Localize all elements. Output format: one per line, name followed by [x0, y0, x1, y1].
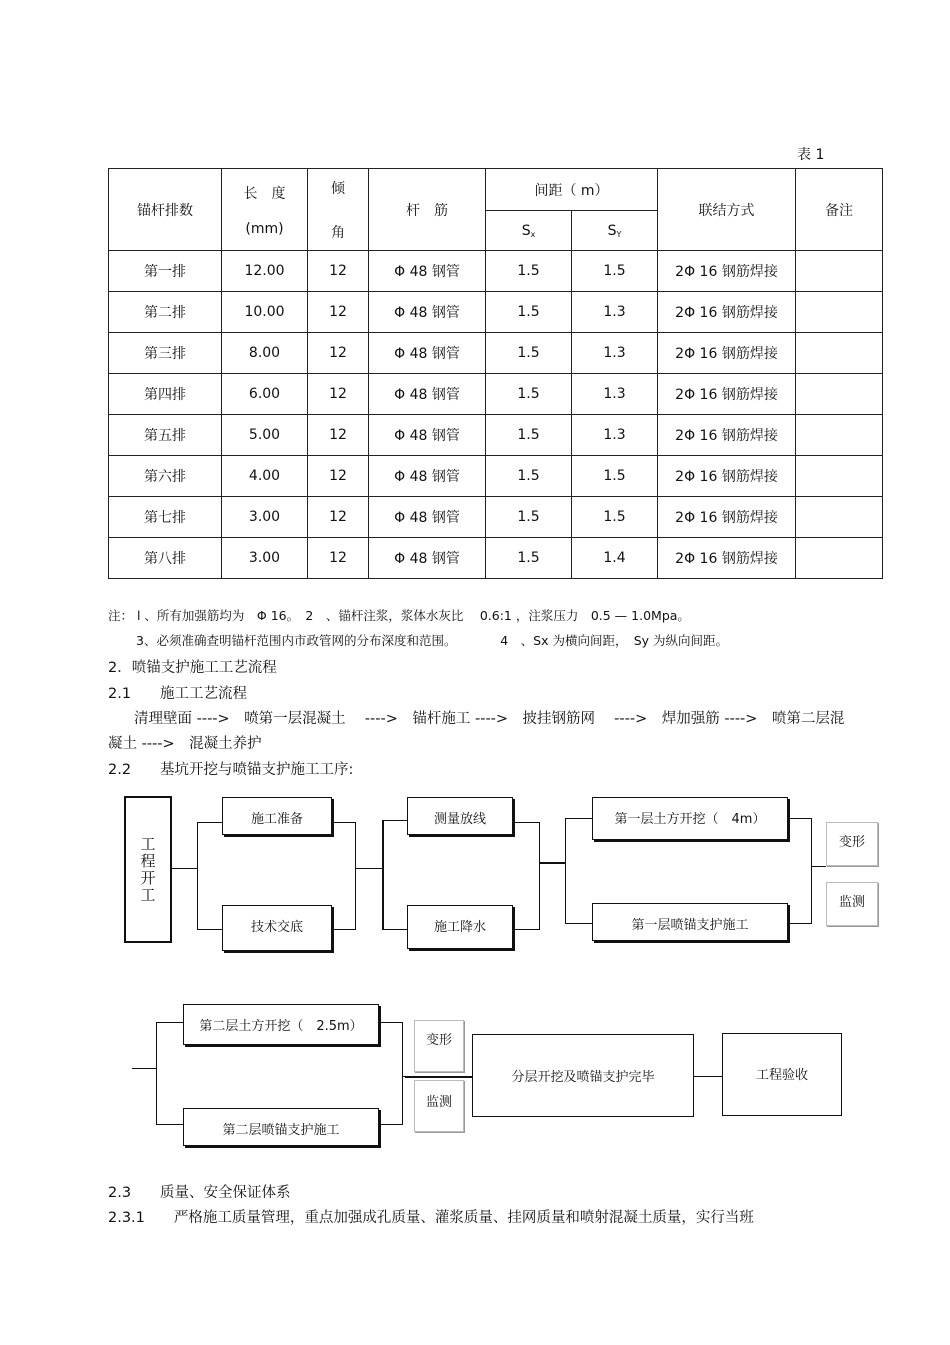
survey-label: 测量放线 — [433, 812, 486, 827]
row-connection: 2Φ 16 钢筋焊接 — [658, 497, 796, 538]
spray2-label: 第二层喷锚支护施工 — [222, 1123, 340, 1138]
row-remark — [796, 497, 883, 538]
start-char-1: 工 — [140, 835, 156, 853]
row-sy: 1.4 — [572, 538, 658, 579]
start-char-4: 工 — [140, 886, 156, 904]
deform1-label: 变形 — [838, 835, 865, 850]
connector — [172, 868, 198, 869]
note-line-2: 3、必须准确查明锚杆范围内市政管网的分布深度和范围。 4 、Sx 为横向间距， Sy 为纵向间距。 — [136, 633, 729, 648]
complete-box — [472, 1034, 694, 1117]
row-rod: Φ 48 钢管 — [369, 415, 486, 456]
row-connection: 2Φ 16 钢筋焊接 — [658, 333, 796, 374]
connector — [790, 923, 812, 924]
start-char-2: 程 — [140, 852, 156, 870]
prep-box — [222, 797, 332, 835]
spray2-box — [183, 1108, 379, 1146]
row-sy: 1.3 — [572, 333, 658, 374]
row-name: 第三排 — [109, 333, 222, 374]
header-sx — [486, 211, 572, 251]
row-connection: 2Φ 16 钢筋焊接 — [658, 292, 796, 333]
row-sy: 1.3 — [572, 374, 658, 415]
table-row — [109, 538, 883, 579]
row-sx: 1.5 — [486, 456, 572, 497]
row-remark — [796, 538, 883, 579]
table-row — [109, 333, 883, 374]
connector — [565, 818, 566, 924]
header-sy-label: S — [607, 222, 617, 239]
connector — [539, 822, 540, 929]
row-angle: 12 — [308, 497, 369, 538]
dewater-label: 施工降水 — [433, 920, 486, 935]
spray1-label: 第一层喷锚支护施工 — [631, 918, 749, 933]
header-remark: 备注 — [796, 169, 883, 251]
excav1-box — [592, 797, 788, 840]
row-connection: 2Φ 16 钢筋焊接 — [658, 415, 796, 456]
header-sy-sub: Y — [616, 229, 622, 239]
row-sx: 1.5 — [486, 415, 572, 456]
connector — [197, 822, 223, 823]
row-length: 10.00 — [222, 292, 308, 333]
row-sx: 1.5 — [486, 374, 572, 415]
connector — [156, 1022, 184, 1023]
row-remark — [796, 292, 883, 333]
connector — [197, 929, 223, 930]
table-caption: 表 1 — [797, 147, 825, 163]
connector — [515, 929, 540, 930]
row-angle: 12 — [308, 374, 369, 415]
header-sx-label: S — [521, 222, 531, 239]
section-2-3-1-text: 2.3.1 严格施工质量管理，重点加强成孔质量、灌浆质量、挂网质量和喷射混凝土质量，实行当班 — [108, 1210, 754, 1226]
connector — [197, 822, 198, 929]
section-2-2-heading: 2.2 基坑开挖与喷锚支护施工工序: — [108, 762, 354, 778]
row-connection: 2Φ 16 钢筋焊接 — [658, 538, 796, 579]
row-name: 第五排 — [109, 415, 222, 456]
connector — [381, 1022, 403, 1023]
connector — [539, 862, 566, 864]
section-2-3-heading: 2.3 质量、安全保证体系 — [108, 1185, 291, 1201]
row-remark — [796, 415, 883, 456]
monitor1-label: 监测 — [838, 895, 865, 910]
deform2-label: 变形 — [425, 1033, 452, 1048]
connector — [565, 818, 593, 819]
excav2-label: 第二层土方开挖（ 2.5m） — [199, 1019, 363, 1034]
connector — [156, 1022, 157, 1125]
excav2-box — [183, 1004, 379, 1045]
header-spacing: 间距（ m） — [486, 169, 658, 211]
row-remark — [796, 251, 883, 292]
row-angle: 12 — [308, 251, 369, 292]
row-sy: 1.3 — [572, 415, 658, 456]
row-remark — [796, 333, 883, 374]
survey-box — [407, 797, 513, 835]
start-char-3: 开 — [140, 869, 156, 887]
row-length: 8.00 — [222, 333, 308, 374]
row-angle: 12 — [308, 538, 369, 579]
connector — [334, 822, 356, 823]
deform2-box — [414, 1020, 464, 1072]
header-sy — [572, 211, 658, 251]
header-sx-sub: x — [530, 229, 536, 239]
section-2-1-heading: 2.1 施工工艺流程 — [108, 686, 248, 702]
connector — [694, 1076, 723, 1077]
connector — [156, 1124, 184, 1125]
monitor2-box — [414, 1080, 464, 1132]
table-row — [109, 374, 883, 415]
connector — [515, 822, 540, 823]
connector — [811, 818, 812, 924]
connector — [382, 820, 408, 821]
tech-label: 技术交底 — [250, 920, 303, 935]
row-length: 4.00 — [222, 456, 308, 497]
row-rod: Φ 48 钢管 — [369, 292, 486, 333]
row-rod: Φ 48 钢管 — [369, 251, 486, 292]
prep-label: 施工准备 — [250, 812, 303, 827]
deform1-box — [826, 822, 878, 866]
row-name: 第四排 — [109, 374, 222, 415]
header-angle-bottom: 角 — [331, 224, 345, 241]
accept-box — [722, 1033, 842, 1116]
connector — [355, 822, 356, 929]
monitor2-label: 监测 — [425, 1095, 452, 1110]
row-rod: Φ 48 钢管 — [369, 374, 486, 415]
row-rod: Φ 48 钢管 — [369, 456, 486, 497]
header-angle-top: 倾 — [331, 180, 345, 197]
connector — [812, 866, 826, 867]
connector — [381, 1124, 403, 1125]
anchor-rod-table — [108, 168, 883, 579]
connector — [402, 1022, 403, 1125]
note-line-1: 注： l 、所有加强筋均为 Φ 16。 2 、锚杆注浆，浆体水灰比 0.6:1 ，注浆压力 0.5 — 1.0Mpa。 — [108, 608, 690, 623]
row-connection: 2Φ 16 钢筋焊接 — [658, 456, 796, 497]
row-sx: 1.5 — [486, 251, 572, 292]
spray1-box — [592, 903, 788, 941]
row-rod: Φ 48 钢管 — [369, 333, 486, 374]
row-name: 第六排 — [109, 456, 222, 497]
excav1-label: 第一层土方开挖（ 4m） — [614, 812, 766, 827]
table-row — [109, 251, 883, 292]
row-angle: 12 — [308, 456, 369, 497]
row-remark — [796, 456, 883, 497]
connector — [334, 929, 356, 930]
row-angle: 12 — [308, 292, 369, 333]
row-length: 12.00 — [222, 251, 308, 292]
complete-label: 分层开挖及喷锚支护完毕 — [511, 1070, 655, 1085]
flow-line-1: 清理壁面 ----> 喷第一层混凝土 ----> 锚杆施工 ----> 披挂钢筋网 ----> 焊加强筋 ----> 喷第二层混 — [134, 711, 845, 727]
row-rod: Φ 48 钢管 — [369, 538, 486, 579]
row-sy: 1.3 — [572, 292, 658, 333]
tech-box — [222, 905, 332, 951]
row-connection: 2Φ 16 钢筋焊接 — [658, 374, 796, 415]
row-connection: 2Φ 16 钢筋焊接 — [658, 251, 796, 292]
header-length-unit: (mm) — [245, 220, 284, 237]
monitor1-box — [826, 882, 878, 926]
header-length-label: 长 度 — [243, 185, 286, 202]
connector — [405, 1076, 473, 1078]
connector — [382, 929, 408, 930]
connector — [790, 818, 812, 819]
row-sx: 1.5 — [486, 538, 572, 579]
connector — [355, 868, 382, 869]
table-row — [109, 456, 883, 497]
dewater-box — [407, 905, 513, 949]
row-sy: 1.5 — [572, 456, 658, 497]
row-length: 5.00 — [222, 415, 308, 456]
row-rod: Φ 48 钢管 — [369, 497, 486, 538]
connector — [382, 820, 384, 930]
header-angle — [308, 169, 369, 251]
header-row-label: 锚杆排数 — [109, 169, 222, 251]
row-sx: 1.5 — [486, 333, 572, 374]
row-angle: 12 — [308, 333, 369, 374]
header-connection: 联结方式 — [658, 169, 796, 251]
section-2-heading: 2．喷锚支护施工工艺流程 — [108, 660, 277, 676]
row-name: 第七排 — [109, 497, 222, 538]
header-rod: 杆 筋 — [369, 169, 486, 251]
row-sx: 1.5 — [486, 497, 572, 538]
row-name: 第八排 — [109, 538, 222, 579]
row-angle: 12 — [308, 415, 369, 456]
row-length: 6.00 — [222, 374, 308, 415]
row-sy: 1.5 — [572, 251, 658, 292]
header-length — [222, 169, 308, 251]
row-length: 3.00 — [222, 497, 308, 538]
table-row — [109, 415, 883, 456]
table-row — [109, 292, 883, 333]
accept-label: 工程验收 — [755, 1068, 808, 1083]
row-name: 第一排 — [109, 251, 222, 292]
connector — [565, 923, 593, 924]
row-remark — [796, 374, 883, 415]
table-row — [109, 497, 883, 538]
connector — [132, 1068, 157, 1069]
row-name: 第二排 — [109, 292, 222, 333]
row-length: 3.00 — [222, 538, 308, 579]
flow-line-2: 凝土 ----> 混凝土养护 — [108, 736, 262, 752]
row-sx: 1.5 — [486, 292, 572, 333]
row-sy: 1.5 — [572, 497, 658, 538]
